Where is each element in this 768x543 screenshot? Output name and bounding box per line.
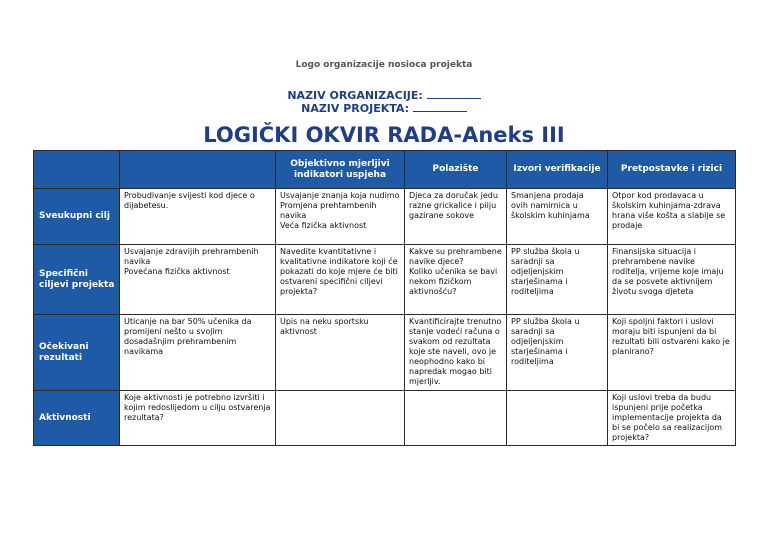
organization-name-blank <box>427 88 481 99</box>
table-cell <box>276 245 405 315</box>
table-cell <box>608 391 736 446</box>
table-cell <box>608 189 736 245</box>
table-row <box>34 315 736 391</box>
header-cell-blank <box>120 151 276 189</box>
organization-name-label: NAZIV ORGANIZACIJE: <box>287 89 423 102</box>
header-cell-indicators: Objektivno mjerljivi indikatori uspjeha <box>276 151 405 189</box>
cell-text-line: Djeca za doručak jedu razne grickalice i piiju gazirane sokove <box>409 191 498 220</box>
project-name-blank <box>413 101 467 112</box>
header-cell-baseline: Polazište <box>405 151 507 189</box>
table-cell <box>120 189 276 245</box>
logo-placeholder-text: Logo organizacije nosioca projekta <box>295 60 473 70</box>
cell-text-line: Kakve su prehrambene navike djece? <box>409 247 502 266</box>
table-cell <box>276 391 405 446</box>
table-cell <box>405 391 507 446</box>
table-row <box>34 189 736 245</box>
cell-text-line: Usvajanje znanja koja nudimo <box>280 191 400 200</box>
cell-text-line: Usvajanje zdravijih prehrambenih navika <box>124 247 259 266</box>
cell-text-line: Navedite kvantitativne i kvalitativne indikatore koji će pokazati do koje mjere će biti ostvareni specifični ciljevi projekta? <box>280 247 398 296</box>
table-cell <box>608 315 736 391</box>
cell-text-line: Finansijska situacija i prehrambene navike roditelja, vrijeme koje imaju da se posvete aktivnijem životu svoga djeteta <box>612 247 724 296</box>
cell-text-line: PP služba škola u saradnji sa odjeljenjskim starješinama i roditeljima <box>511 317 580 366</box>
table-cell <box>405 315 507 391</box>
page-title: LOGIČKI OKVIR RADA-Aneks III <box>203 123 565 147</box>
row-label: Aktivnosti <box>34 391 120 446</box>
cell-text-line: Uticanje na bar 50% učenika da promijeni nešto u svojim dosadašnjim prehrambenim navikama <box>124 317 252 356</box>
table-body <box>34 189 736 446</box>
cell-text-line: Veća fizička aktivnost <box>280 221 367 230</box>
header-cell-corner <box>34 151 120 189</box>
row-label: Sveukupni cilj <box>34 189 120 245</box>
table-cell <box>120 245 276 315</box>
header-cell-assumptions: Pretpostavke i rizici <box>608 151 736 189</box>
table-row <box>34 245 736 315</box>
table-row <box>34 391 736 446</box>
cell-text-line: Promjena prehtambenih navika <box>280 201 377 220</box>
cell-text-line: Otpor kod prodavaca u školskim kuhinjama-zdrava hrana više košta a slabije se prodaje <box>612 191 726 230</box>
cell-text-line: Upis na neku sportsku aktivnost <box>280 317 369 336</box>
table-cell <box>507 391 608 446</box>
cell-text-line: Koliko učenika se bavi nekom fizičkom aktivnošću? <box>409 267 498 296</box>
cell-text-line: Koje aktivnosti je potrebno izvršiti i kojim redoslijedom u cilju ostvarenja rezultata? <box>124 393 271 422</box>
cell-text-line: Koji uslovi treba da budu ispunjeni prije početka implementacije projekta da bi se počelo sa realizacijom projekta? <box>612 393 723 442</box>
organization-name-line <box>0 88 768 102</box>
cell-text-line: Probudivanje svijesti kod djece o dijabetesu. <box>124 191 255 210</box>
table-cell <box>405 245 507 315</box>
table-cell <box>276 315 405 391</box>
table-cell <box>507 245 608 315</box>
table-cell <box>608 245 736 315</box>
project-name-label: NAZIV PROJEKTA: <box>301 102 410 115</box>
table-cell <box>507 189 608 245</box>
table-cell <box>120 315 276 391</box>
cell-text-line: Povećana fizička aktivnost <box>124 267 230 276</box>
row-label: Specifični ciljevi projekta <box>34 245 120 315</box>
project-name-line <box>0 101 768 115</box>
cell-text-line: PP služba škola u saradnji sa odjeljenjskim starješinama i roditeljima <box>511 247 580 296</box>
table-header-row <box>34 151 736 189</box>
row-label: Očekivani rezultati <box>34 315 120 391</box>
table-cell <box>507 315 608 391</box>
logical-framework-table <box>33 150 736 446</box>
table-cell <box>120 391 276 446</box>
table-cell <box>276 189 405 245</box>
cell-text-line: Smanjena prodaja ovih namirnica u školskim kuhinjama <box>511 191 590 220</box>
header-cell-verification: Izvori verifikacije <box>507 151 608 189</box>
cell-text-line: Koji spoljni faktori i uslovi moraju biti ispunjeni da bi rezultati bili ostvareni kako je planirano? <box>612 317 730 356</box>
table-cell <box>405 189 507 245</box>
cell-text-line: Kvantificirajte trenutno stanje vodeći računa o svakom od rezultata koje ste naveli, ovo je neophodno kako bi napredak mogao biti mjerljiv. <box>409 317 502 386</box>
